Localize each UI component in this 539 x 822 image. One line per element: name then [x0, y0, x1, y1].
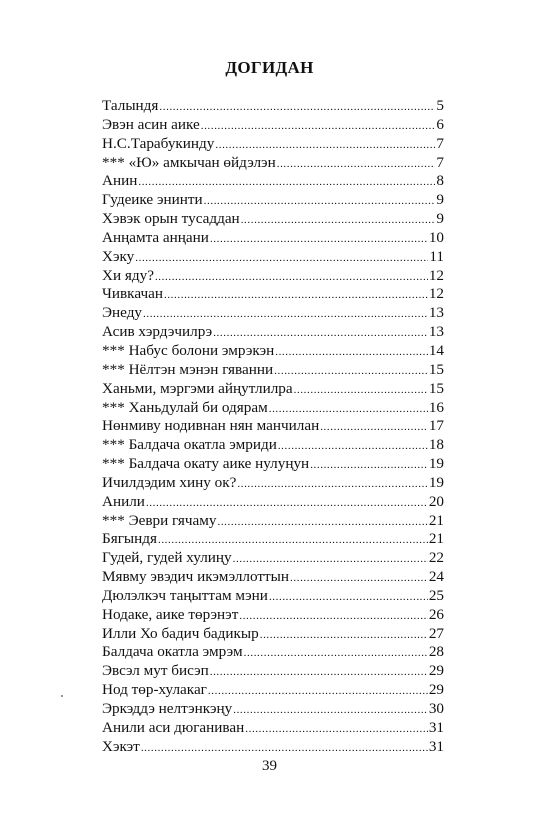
toc-entry: [102, 210, 444, 229]
toc-entry-title: Анили: [102, 492, 145, 510]
toc-entry: [102, 436, 444, 455]
toc-entry-title: Талындя: [102, 97, 159, 114]
toc-entry-title: *** «Ю» амкычан өйдэлэн: [102, 153, 276, 171]
toc-entry-title: Асив хэрдэчилрэ: [102, 323, 213, 341]
toc-entry-title: Н.С.Тарабукинду: [102, 134, 215, 152]
toc-entry-title: Нөнмиву нодивнан нян манчилан: [102, 417, 320, 435]
toc-entry-page: 12: [428, 285, 444, 303]
toc-entry-title: Чивкачан: [102, 285, 163, 303]
toc-entry: [102, 380, 444, 399]
toc-entry-title: Хэвэк орын тусаддан: [102, 210, 240, 228]
toc-leader-dots: [204, 192, 436, 211]
toc-entry-title: Энеду: [102, 304, 143, 322]
toc-entry: [102, 662, 444, 681]
toc-entry: [102, 606, 444, 625]
toc-entry: [102, 399, 444, 418]
toc-entry-page: 8: [436, 172, 444, 190]
toc-leader-dots: [217, 513, 427, 532]
toc-entry-page: 20: [428, 492, 444, 510]
toc-leader-dots: [146, 494, 428, 513]
toc-leader-dots: [294, 381, 428, 400]
toc-entry: [102, 361, 444, 380]
toc-leader-dots: [155, 268, 428, 287]
scan-speck: [61, 695, 63, 697]
toc-leader-dots: [245, 720, 428, 739]
toc-leader-dots: [210, 663, 428, 682]
toc-entry-title: Гудей, гудей хулиңу: [102, 549, 232, 567]
toc-entry-title: Анңамта анңани: [102, 228, 209, 246]
toc-leader-dots: [141, 739, 428, 758]
page-title: ДОГИДАН: [225, 58, 314, 77]
toc-entry: [102, 681, 444, 700]
toc-entry: [102, 512, 444, 531]
toc-leader-dots: [244, 644, 428, 663]
toc-entry-page: 10: [428, 228, 444, 246]
toc-leader-dots: [241, 211, 436, 230]
toc-entry: [102, 530, 444, 549]
toc-entry-page: 14: [428, 341, 444, 359]
toc-entry-title: Хэкэт: [102, 737, 140, 755]
toc-entry-title: Хи яду?: [102, 266, 154, 284]
toc-entry-page: 15: [428, 360, 444, 378]
toc-entry: [102, 643, 444, 662]
toc-entry: [102, 323, 444, 342]
toc-entry: [102, 738, 444, 757]
toc-leader-dots: [215, 136, 435, 155]
toc-entry-page: 9: [436, 191, 444, 209]
toc-entry-page: 5: [436, 97, 444, 114]
toc-entry-title: *** Нёлтэн мэнэн гяванни: [102, 360, 274, 378]
toc-entry-page: 13: [428, 304, 444, 322]
toc-leader-dots: [210, 230, 428, 249]
toc-entry-title: Гудеике энинти: [102, 191, 203, 209]
toc-entry: [102, 248, 444, 267]
toc-entry-title: *** Балдача окату аике нулуңун: [102, 455, 310, 473]
page-number: 39: [262, 758, 277, 774]
toc-leader-dots: [310, 456, 428, 475]
toc-entry-page: 22: [428, 549, 444, 567]
toc-leader-dots: [233, 701, 428, 720]
toc-entry-title: *** Балдача окатла эмриди: [102, 436, 277, 454]
toc-leader-dots: [159, 98, 435, 117]
toc-leader-dots: [275, 343, 428, 362]
toc-entry-title: Хэку: [102, 247, 135, 265]
toc-entry: [102, 229, 444, 248]
toc-entry: [102, 304, 444, 323]
toc-entry: [102, 568, 444, 587]
toc-leader-dots: [290, 569, 428, 588]
toc-entry-title: Балдача окатла эмрэм: [102, 643, 243, 661]
toc-entry-page: 31: [428, 718, 444, 736]
toc-entry: [102, 267, 444, 286]
toc-entry-page: 29: [428, 662, 444, 680]
toc-entry: [102, 285, 444, 304]
toc-entry-page: 7: [436, 153, 444, 171]
toc-entry-title: Эркэддэ нелтэнкэңу: [102, 700, 233, 717]
toc-entry-title: Бягындя: [102, 530, 157, 548]
toc-entry-page: 11: [429, 247, 444, 265]
toc-entry-page: 26: [428, 605, 444, 623]
toc-entry: [102, 154, 444, 173]
toc-entry: [102, 455, 444, 474]
toc-entry-title: *** Ханьдулай би одярам: [102, 398, 268, 416]
toc-entry: [102, 172, 444, 191]
table-of-contents: [102, 97, 444, 757]
toc-leader-dots: [274, 362, 428, 381]
toc-leader-dots: [135, 249, 428, 268]
toc-leader-dots: [138, 173, 435, 192]
toc-entry-page: 24: [428, 568, 444, 586]
toc-entry-title: Дюлэлкэч таңыттам мэни: [102, 586, 268, 604]
toc-entry-page: 17: [428, 417, 444, 435]
toc-entry-page: 19: [428, 473, 444, 491]
toc-leader-dots: [143, 305, 428, 324]
toc-entry-page: 29: [428, 681, 444, 699]
toc-entry-page: 30: [428, 700, 444, 717]
toc-entry: [102, 342, 444, 361]
toc-entry: [102, 116, 444, 135]
toc-entry-page: 7: [436, 134, 444, 152]
toc-entry-title: Ханьми, мэргэми айңутлилра: [102, 379, 293, 397]
toc-entry-page: 19: [428, 455, 444, 473]
toc-entry-title: Эвэн асин аике: [102, 115, 200, 133]
toc-entry-page: 21: [428, 530, 444, 548]
toc-entry: [102, 191, 444, 210]
toc-entry-page: 13: [428, 323, 444, 341]
toc-entry: [102, 587, 444, 606]
toc-leader-dots: [208, 682, 428, 701]
toc-entry-title: *** Эеври гячаму: [102, 511, 217, 529]
toc-entry-title: Эвсэл мут бисэп: [102, 662, 209, 680]
toc-entry: [102, 493, 444, 512]
toc-entry-page: 9: [436, 210, 444, 228]
toc-entry-page: 27: [428, 624, 444, 642]
toc-entry-page: 15: [428, 379, 444, 397]
toc-entry-title: *** Набус болони эмрэкэн: [102, 341, 275, 359]
toc-entry-page: 6: [436, 115, 444, 133]
toc-entry: [102, 700, 444, 719]
toc-entry-title: Анин: [102, 172, 138, 190]
toc-entry: [102, 719, 444, 738]
toc-entry-page: 25: [428, 586, 444, 604]
toc-entry: [102, 417, 444, 436]
toc-leader-dots: [158, 531, 428, 550]
toc-leader-dots: [277, 155, 436, 174]
toc-entry-title: Анили аси дюганиван: [102, 718, 245, 736]
toc-leader-dots: [239, 607, 427, 626]
toc-entry-title: Ичилдэдим хину ок?: [102, 473, 237, 491]
toc-entry: [102, 549, 444, 568]
toc-leader-dots: [278, 437, 428, 456]
toc-entry-page: 31: [428, 737, 444, 755]
toc-leader-dots: [201, 117, 436, 136]
toc-leader-dots: [260, 626, 428, 645]
toc-leader-dots: [269, 588, 428, 607]
toc-entry-page: 18: [428, 436, 444, 454]
toc-entry-title: Илли Хо бадич бадикыр: [102, 624, 259, 642]
toc-leader-dots: [233, 550, 428, 569]
toc-leader-dots: [269, 400, 428, 419]
toc-leader-dots: [164, 286, 428, 305]
toc-entry: [102, 97, 444, 116]
toc-entry-page: 16: [428, 398, 444, 416]
toc-entry-page: 21: [428, 511, 444, 529]
toc-leader-dots: [237, 475, 427, 494]
toc-entry: [102, 625, 444, 644]
toc-entry-page: 28: [428, 643, 444, 661]
toc-entry-title: Мявму эвэдич икэмэллоттын: [102, 568, 290, 586]
toc-entry-title: Нодаке, аике төрэнэт: [102, 605, 239, 623]
toc-entry: [102, 474, 444, 493]
toc-entry-page: 12: [428, 266, 444, 284]
toc-leader-dots: [213, 324, 428, 343]
toc-leader-dots: [320, 418, 428, 437]
toc-entry: [102, 135, 444, 154]
toc-entry-title: Нод төр-хулакаг: [102, 681, 207, 699]
